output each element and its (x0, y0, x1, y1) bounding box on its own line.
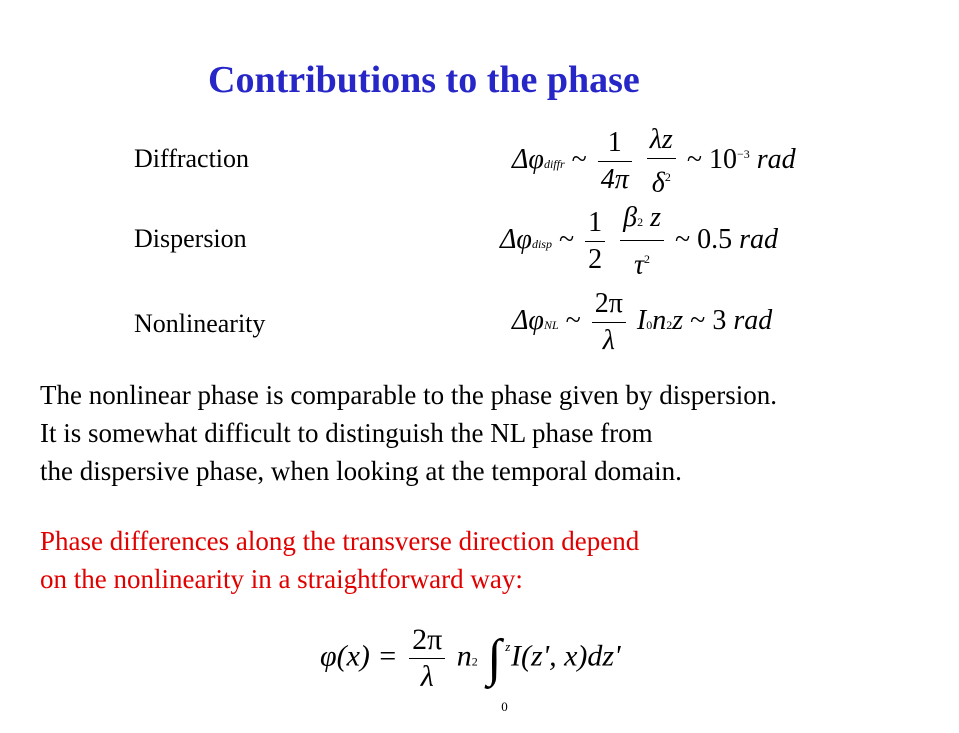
result-exponent: −3 (736, 146, 750, 161)
n-symbol: n (456, 639, 472, 673)
numerator (620, 200, 664, 241)
integrand: I(z', x)dz' (511, 639, 621, 673)
denominator: λ (602, 325, 615, 356)
main-fraction (620, 200, 664, 283)
beta-subscript: 2 (637, 215, 644, 229)
n-subscript: 2 (471, 654, 478, 669)
beta-symbol: β (623, 202, 638, 233)
intensity-symbol: I (636, 304, 647, 336)
paragraph-dispersion-comparison (40, 376, 777, 490)
paragraph-transverse (40, 522, 639, 598)
integral-glyph: ∫ (487, 629, 502, 687)
z-symbol: z (650, 202, 661, 233)
coefficient-fraction (592, 286, 626, 359)
denominator: λ (420, 660, 434, 693)
final-equation (320, 622, 621, 714)
lhs-subscript: NL (543, 317, 559, 332)
coefficient-fraction (598, 125, 632, 198)
tilde: ~ (674, 224, 691, 256)
row-label-nonlinearity: Nonlinearity (134, 309, 266, 338)
paragraph-line: Phase differences along the transverse direction depend (40, 526, 640, 556)
main-fraction (647, 122, 676, 201)
row-label-diffraction: Diffraction (134, 144, 250, 173)
n-subscript: 2 (666, 317, 673, 332)
lhs-subscript: diffr (543, 157, 565, 172)
denominator: 4π (600, 164, 629, 196)
denominator (647, 159, 676, 201)
paragraph-line: The nonlinear phase is comparable to the phase given by dispersion. (40, 380, 778, 410)
result-value: 10 (708, 144, 737, 176)
page-title: Contributions to the phase (208, 59, 640, 101)
unit: rad (756, 144, 796, 176)
equation-nonlinearity (512, 286, 772, 359)
numerator: 1 (585, 205, 605, 242)
result-value: 3 (712, 304, 727, 336)
equation-diffraction (512, 122, 796, 201)
tilde: ~ (571, 144, 587, 176)
paragraph-line: on the nonlinearity in a straightforward way: (40, 564, 523, 594)
tilde: ~ (565, 304, 581, 336)
exponent: 2 (644, 252, 651, 266)
coefficient-fraction (585, 205, 605, 278)
n-symbol: n (652, 304, 667, 336)
tilde: ~ (690, 304, 706, 336)
integral-sign (487, 629, 511, 714)
numerator: λz (647, 122, 676, 159)
tau-symbol: τ (634, 249, 645, 281)
denominator (620, 241, 664, 283)
tilde: ~ (558, 224, 575, 256)
numerator: 2π (592, 286, 626, 323)
result-value: 0.5 (697, 224, 733, 256)
fraction (409, 622, 445, 695)
intensity-subscript: 0 (646, 317, 653, 332)
unit: rad (739, 224, 779, 256)
row-label-dispersion: Dispersion (134, 224, 247, 253)
lhs-symbol: Δφ (512, 304, 544, 336)
paragraph-line: the dispersive phase, when looking at the temporal domain. (40, 456, 682, 486)
lhs-symbol: Δφ (500, 224, 532, 256)
denominator: 2 (588, 244, 603, 276)
tilde: ~ (686, 144, 702, 176)
lower-limit: 0 (501, 698, 508, 714)
paragraph-line: It is somewhat difficult to distinguish the NL phase from (40, 418, 653, 448)
lhs-symbol: Δφ (512, 144, 544, 176)
unit: rad (733, 304, 773, 336)
lhs-subscript: disp (531, 237, 552, 252)
delta-symbol: δ (651, 167, 665, 199)
lhs: φ(x) = (320, 639, 398, 673)
exponent: 2 (664, 170, 671, 184)
numerator: 2π (409, 622, 445, 659)
upper-limit: z (505, 638, 511, 654)
z-symbol: z (672, 304, 684, 336)
numerator: 1 (598, 125, 632, 162)
equation-dispersion (500, 200, 778, 283)
